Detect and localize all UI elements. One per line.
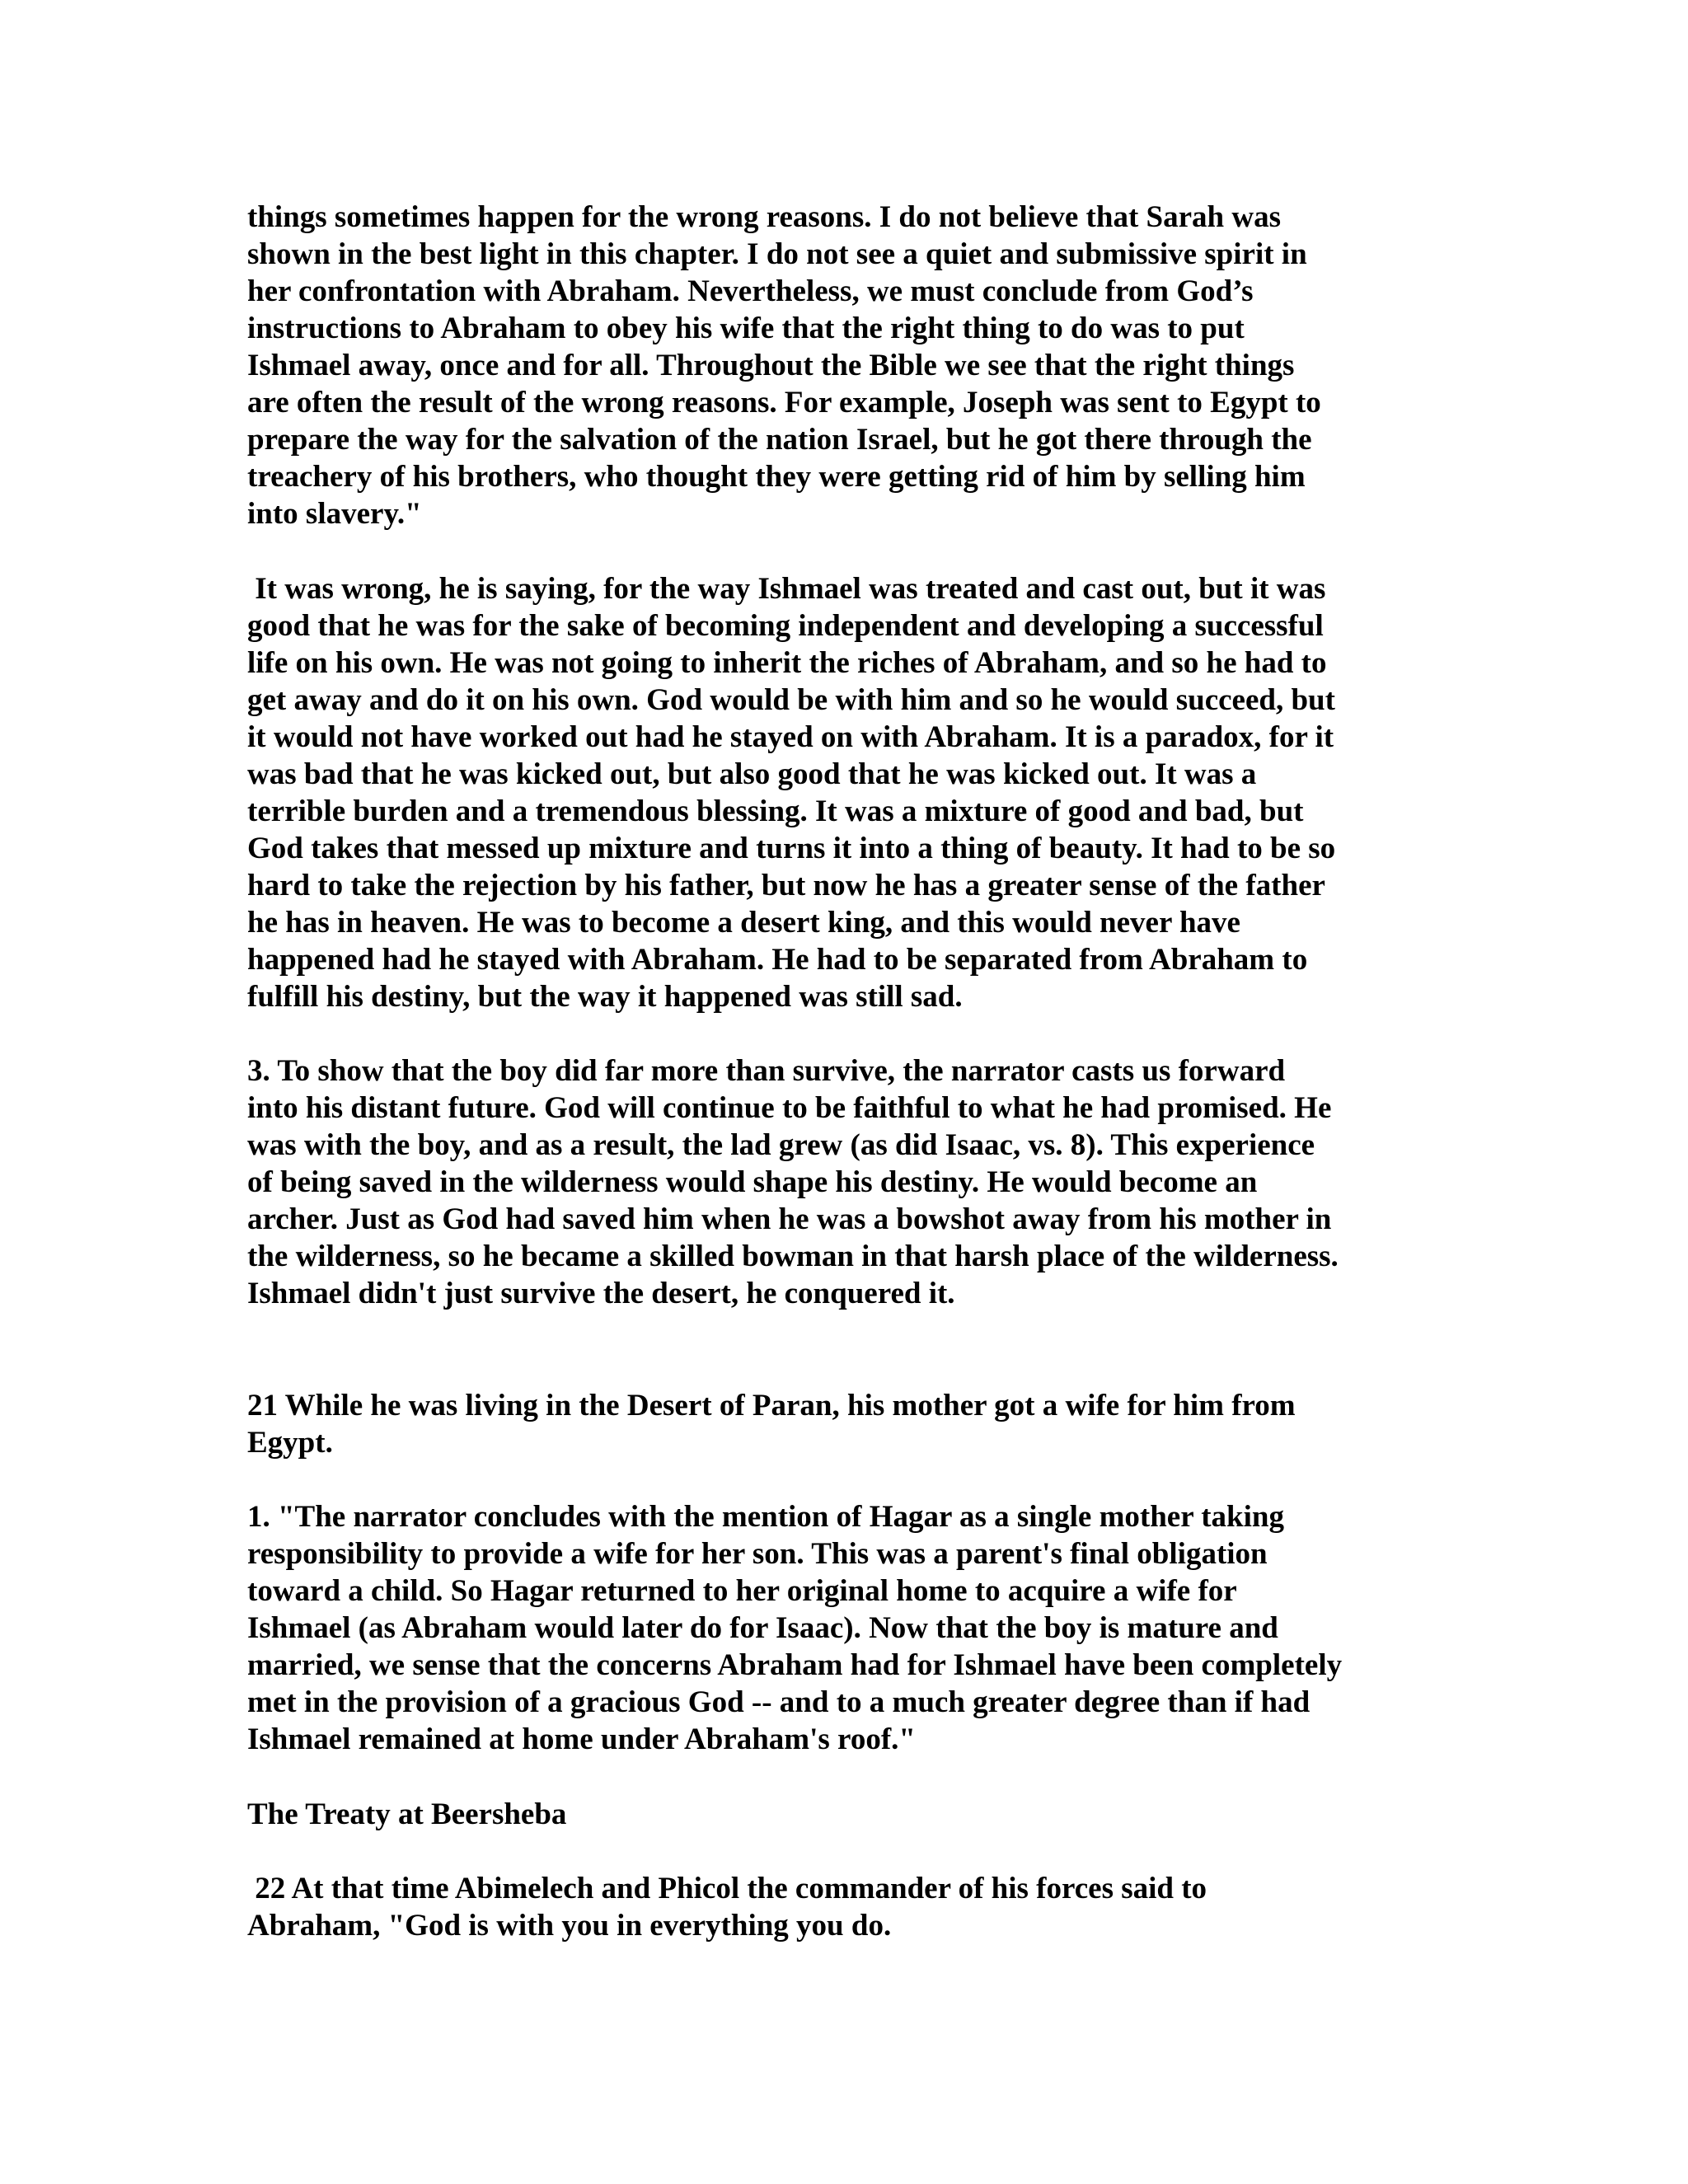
- paragraph-ishmael-paradox: It was wrong, he is saying, for the way Ishmael was treated and cast out, but it was good that he was for the sake of becoming independent and developing a successful life on his own. He was not going to inherit the riches of Abraham, and so he had to get away and do it on his own. God would be with him and so he would succeed, but it would not have worked out had he stayed on with Abraham. It is a paradox, for it was bad that he was kicked out, but also good that he was kicked out. It was a terrible burden and a tremendous blessing. It was a mixture of good and bad, but God takes that messed up mixture and turns it into a thing of beauty. It had to be so hard to take the rejection by his father, but now he has a greater sense of the father he has in heaven. He was to become a desert king, and this would never have happened had he stayed with Abraham. He had to be separated from Abraham to fulfill his destiny, but the way it happened was still sad.: [247, 572, 1336, 1014]
- verse-22: 22 At that time Abimelech and Phicol the commander of his forces said to Abraham, "God is with you in everything you do.: [247, 1872, 1207, 1943]
- paragraph-point-3: 3. To show that the boy did far more than survive, the narrator casts us forward into his distant future. God will continue to be faithful to what he had promised. He was with the boy, and as a result, the lad grew (as did Isaac, vs. 8). This experience of being saved in the wilderness would shape his destiny. He would become an archer. Just as God had saved him when he was a bowshot away from his mother in the wilderness, so he became a skilled bowman in that harsh place of the wilderness. Ishmael didn't just survive the desert, he conquered it.: [247, 1054, 1339, 1310]
- paragraph-sarah-reasons: things sometimes happen for the wrong reasons. I do not believe that Sarah was shown in the best light in this chapter. I do not see a quiet and submissive spirit in her confrontation with Abraham. Nevertheless, we must conclude from God’s instructions to Abraham to obey his wife that the right thing to do was to put Ishmael away, once and for all. Throughout the Bible we see that the right things are often the result of the wrong reasons. For example, Joseph was sent to Egypt to prepare the way for the salvation of the nation Israel, but he got there through the treachery of his brothers, who thought they were getting rid of him by selling him into slavery.": [247, 200, 1321, 531]
- paragraph-point-1-hagar: 1. "The narrator concludes with the mention of Hagar as a single mother taking responsibility to provide a wife for her son. This was a parent's final obligation toward a child. So Hagar returned to her original home to acquire a wife for Ishmael (as Abraham would later do for Isaac). Now that the boy is mature and married, we sense that the concerns Abraham had for Ishmael have been completely met in the provision of a gracious God -- and to a much greater degree than if had Ishmael remained at home under Abraham's roof.": [247, 1500, 1343, 1756]
- verse-21: 21 While he was living in the Desert of Paran, his mother got a wife for him from Egypt.: [247, 1389, 1296, 1460]
- section-heading: The Treaty at Beersheba: [247, 1797, 567, 1831]
